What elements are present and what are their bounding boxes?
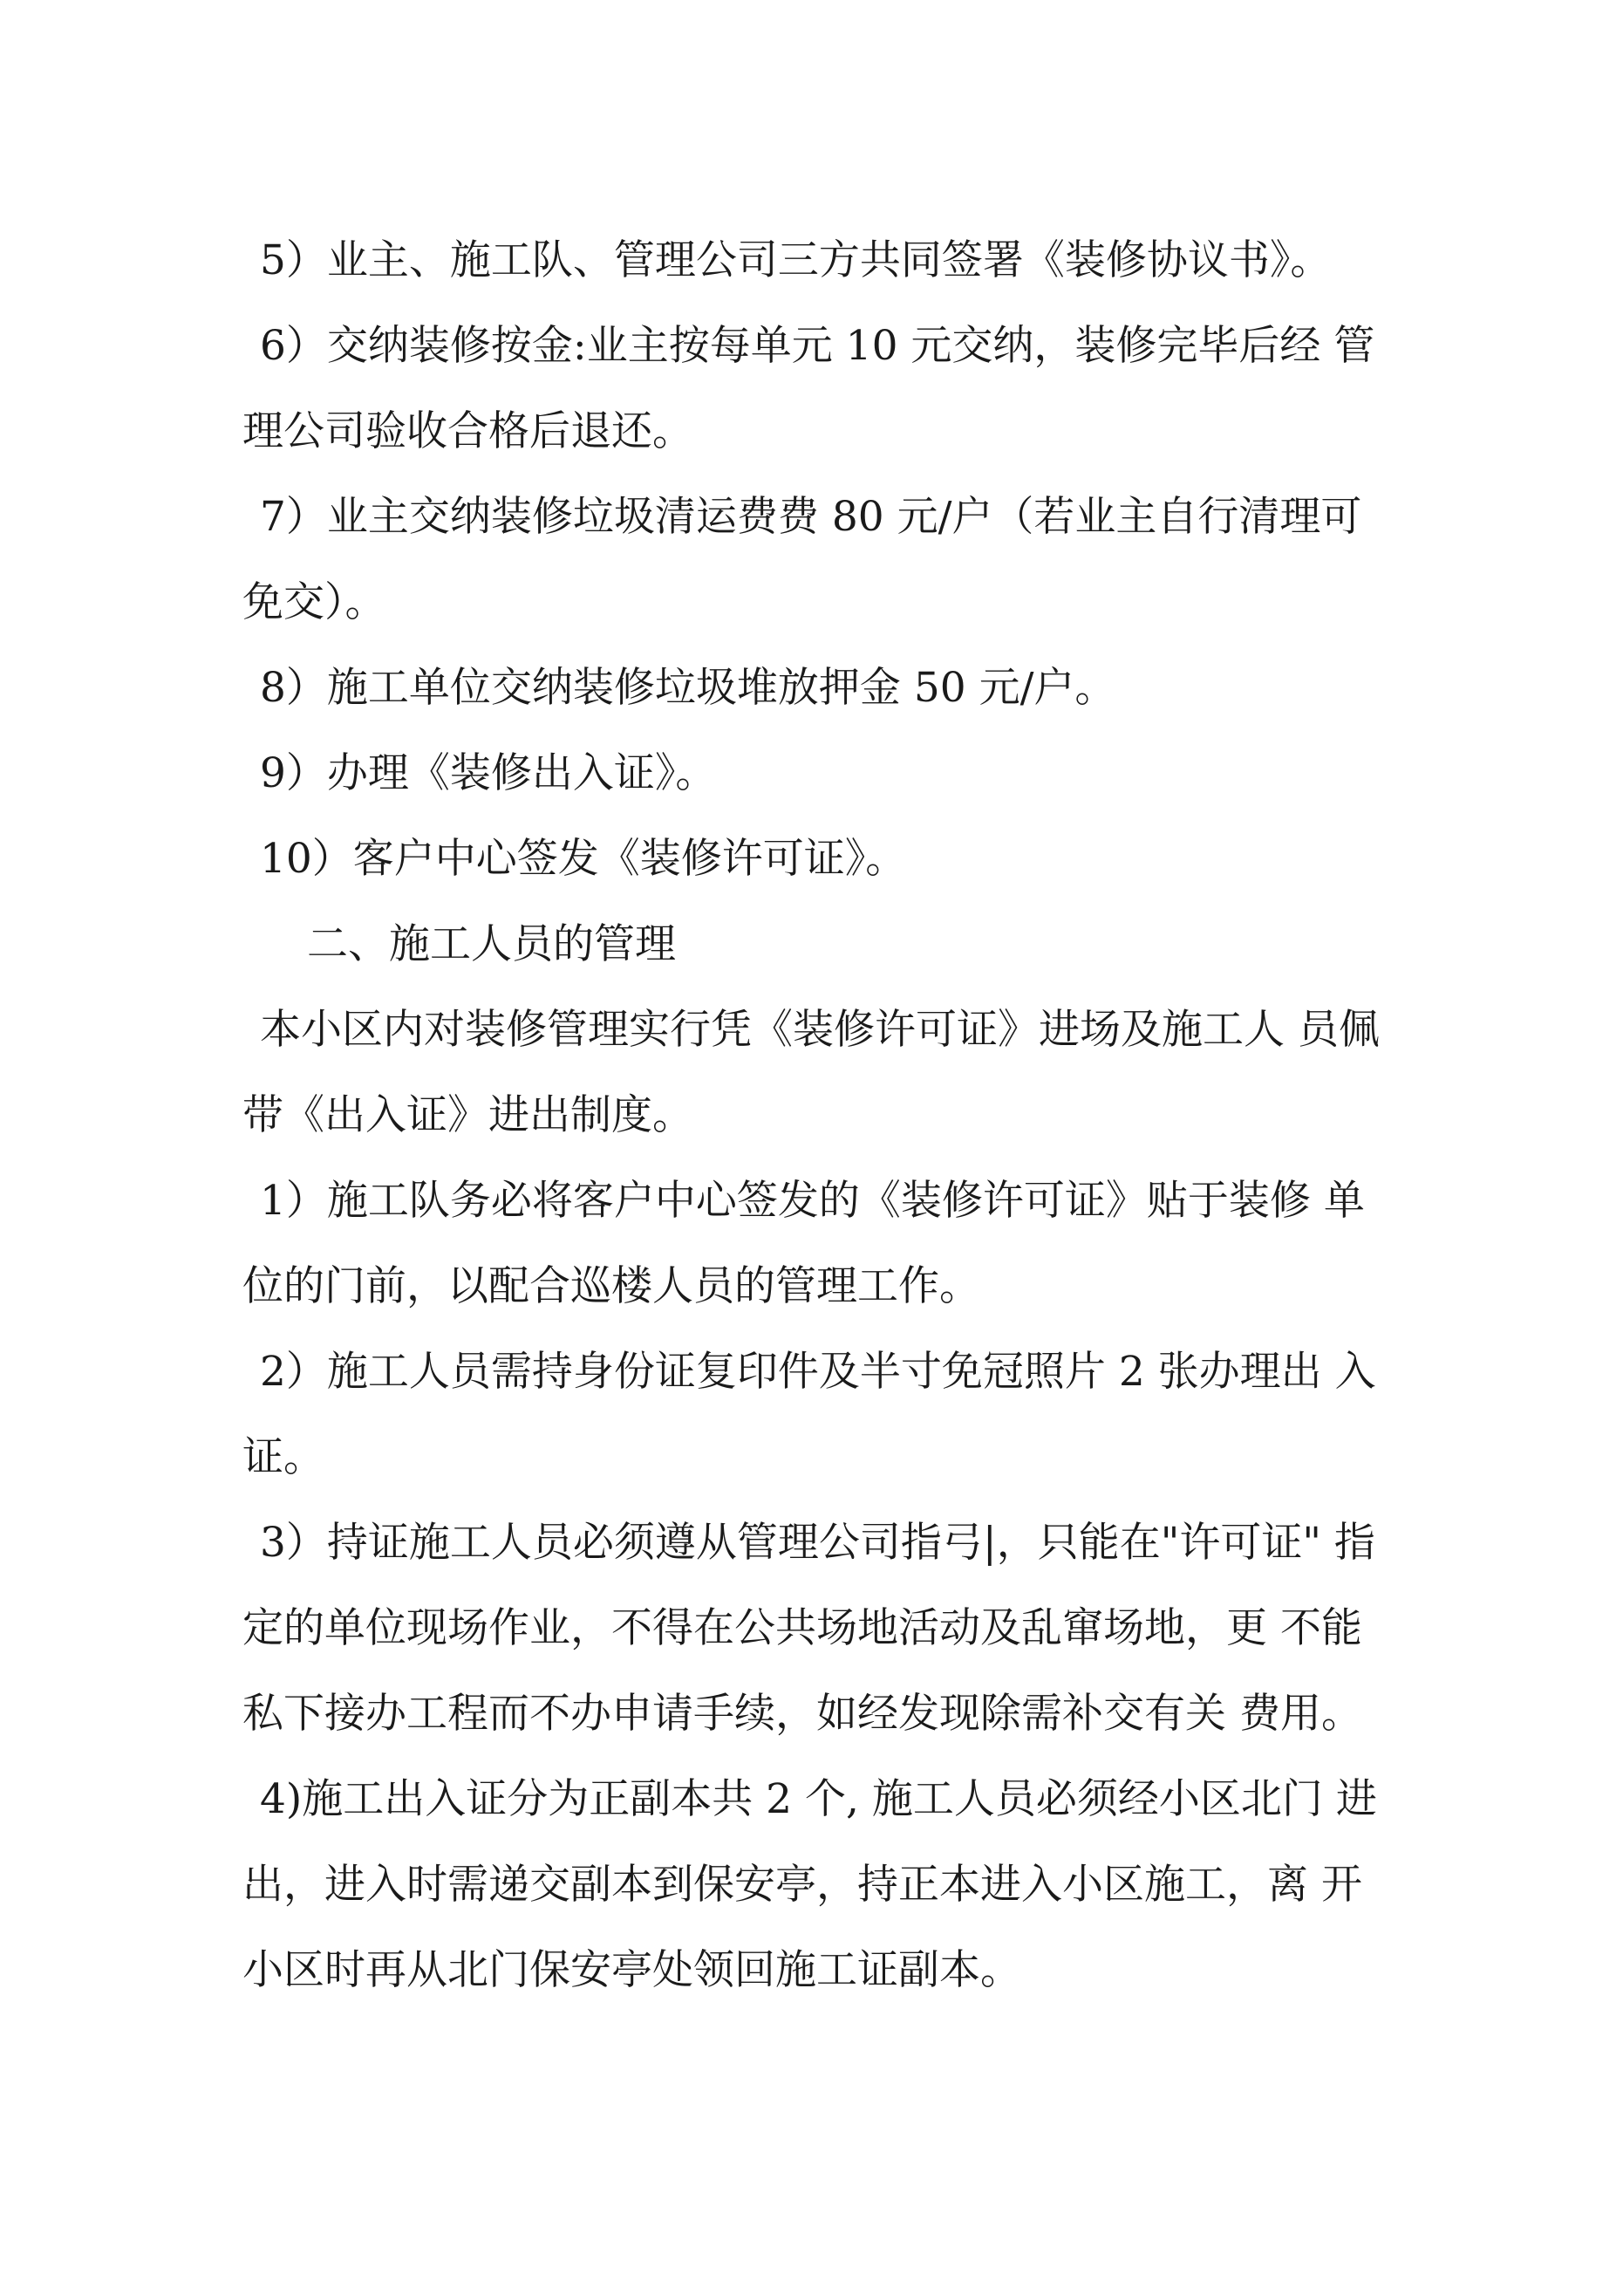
- paragraph-line: 5）业主、施工队、管理公司三方共同签署《装修协议书》。: [260, 236, 1332, 284]
- paragraph-line: 定的单位现场作业，不得在公共场地活动及乱窜场地，更 不能: [242, 1604, 1362, 1652]
- paragraph-line: 4)施工出入证分为正副本共 2 个, 施工人员必须经小区北门 进: [260, 1775, 1377, 1823]
- paragraph-line: 本小区内对装修管理实行凭《装修许可证》进场及施工人 员佩: [260, 1006, 1380, 1054]
- paragraph-line: 理公司验收合格后退还。: [242, 407, 693, 455]
- paragraph-line: 出，进入时需递交副本到保安亭，持正本进入小区施工，离 开: [242, 1861, 1362, 1909]
- paragraph-line: 1）施工队务必将客户中心签发的《装修许可证》贴于装修 单: [260, 1177, 1365, 1225]
- paragraph-line: 证。: [242, 1433, 324, 1481]
- paragraph-line: 免交）。: [242, 578, 386, 626]
- paragraph-line: 8）施工单位交纳装修垃圾堆放押金 50 元/户。: [260, 664, 1116, 712]
- paragraph-line: 带《出入证》进出制度。: [242, 1091, 693, 1139]
- paragraph-line: 私下接办工程而不办申请手续，如经发现除需补交有关 费用。: [242, 1690, 1362, 1738]
- paragraph-line: 位的门前，以配合巡楼人员的管理工作。: [242, 1262, 980, 1310]
- section-heading: 二、施工人员的管理: [307, 920, 676, 968]
- paragraph-line: 7）业主交纳装修垃圾清运费费 80 元/户（若业主自行清理可: [260, 493, 1362, 541]
- paragraph-line: 3）持证施工人员必须遵从管理公司指弓|，只能在"许可证" 指: [260, 1519, 1375, 1567]
- paragraph-line: 10）客户中心签发《装修许可证》。: [260, 835, 907, 883]
- paragraph-line: 2）施工人员需持身份证复印件及半寸免冠照片 2 张办理出 入: [260, 1348, 1376, 1396]
- paragraph-line: 小区时再从北门保安亭处领回施工证副本。: [242, 1946, 1021, 1994]
- paragraph-line: 9）办理《装修出入证》。: [260, 749, 717, 797]
- paragraph-line: 6）交纳装修按金:业主按每单元 10 元交纳，装修完毕后经 管: [260, 322, 1375, 370]
